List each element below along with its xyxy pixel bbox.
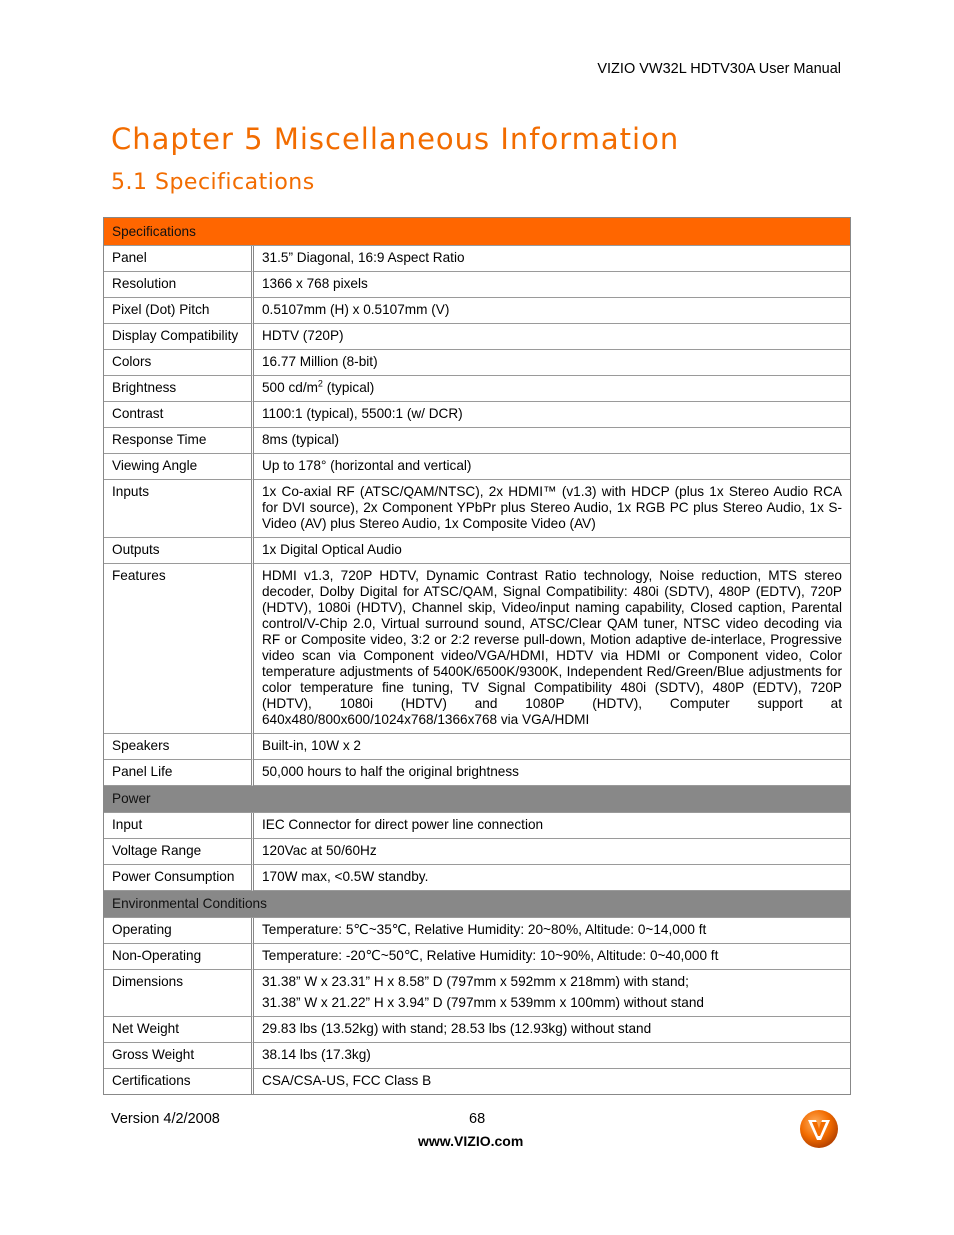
spec-value xyxy=(254,734,850,760)
spec-value xyxy=(254,1017,850,1043)
spec-value-text: Built-in, 10W x 2 xyxy=(262,738,361,753)
spec-value xyxy=(254,1069,850,1094)
table-row xyxy=(104,272,850,298)
spec-value-text: HDMI v1.3, 720P HDTV, Dynamic Contrast Ratio technology, Noise reduction, MTS stereo decoder, Dolby Digital for ATSC/QAM, Signal Compatibility: 480i (SDTV), 480P (EDTV), 720P (HDTV), 1080i (HDTV), Channel skip, Video/input naming capability, Closed caption, Parental control/V-Chip 2.0, Virtual surround sound, ATSC/Clear QAM tuner, NTSC video decoding via RF or Composite video, 3:2 or 2:2 reverse pull-down, Motion adaptive de-interlace, Progressive video scan via Component video/VGA/HDMI, HDTV via HDMI or Component video, Color temperature adjustments of 5400K/6500K/9300K, Independent Red/Green/Blue adjustments for color temperature fine tuning, TV Signal Compatibility 480i (SDTV), 480P (EDTV), 720P (HDTV), 1080i (HDTV) and 1080P (HDTV), Computer support at 640x480/800x600/1024x768/1366x768 via VGA/HDMI xyxy=(262,568,842,727)
table-row xyxy=(104,970,850,1017)
spec-value-text: HDTV (720P) xyxy=(262,328,344,343)
spec-label: Resolution xyxy=(104,272,254,298)
table-row xyxy=(104,734,850,760)
chapter-title: Chapter 5 Miscellaneous Information xyxy=(111,122,680,156)
spec-value xyxy=(254,350,850,376)
spec-value-text: 1366 x 768 pixels xyxy=(262,276,368,291)
table-row xyxy=(104,538,850,564)
table-row xyxy=(104,402,850,428)
spec-value xyxy=(254,376,850,402)
spec-value xyxy=(254,298,850,324)
spec-value-text: 31.5” Diagonal, 16:9 Aspect Ratio xyxy=(262,250,465,265)
spec-value xyxy=(254,402,850,428)
spec-value-text: 500 cd/m xyxy=(262,380,318,395)
section-heading: Specifications xyxy=(104,218,850,246)
table-row xyxy=(104,376,850,402)
spec-label: Gross Weight xyxy=(104,1043,254,1069)
table-section-header xyxy=(104,218,850,246)
table-row xyxy=(104,298,850,324)
table-row xyxy=(104,564,850,734)
table-section-header xyxy=(104,891,850,918)
spec-value-text: IEC Connector for direct power line connection xyxy=(262,817,544,832)
spec-value-text: Up to 178° (horizontal and vertical) xyxy=(262,458,472,473)
table-row xyxy=(104,813,850,839)
spec-value-text: 1x Digital Optical Audio xyxy=(262,542,402,557)
spec-label: Speakers xyxy=(104,734,254,760)
table-row xyxy=(104,454,850,480)
spec-value xyxy=(254,839,850,865)
footer-url: www.VIZIO.com xyxy=(418,1133,524,1149)
spec-label: Operating xyxy=(104,918,254,944)
footer-version: Version 4/2/2008 xyxy=(111,1111,220,1127)
spec-value-text: Temperature: 5℃~35℃, Relative Humidity: 20~80%, Altitude: 0~14,000 ft xyxy=(262,922,707,937)
spec-label: Response Time xyxy=(104,428,254,454)
spec-value-text: 170W max, <0.5W standby. xyxy=(262,869,429,884)
spec-value xyxy=(254,324,850,350)
spec-value xyxy=(254,944,850,970)
spec-label: Pixel (Dot) Pitch xyxy=(104,298,254,324)
spec-value xyxy=(254,272,850,298)
section-title: 5.1 Specifications xyxy=(111,170,315,195)
document-header-title: VIZIO VW32L HDTV30A User Manual xyxy=(597,61,841,77)
spec-label: Features xyxy=(104,564,254,734)
spec-label: Contrast xyxy=(104,402,254,428)
specifications-table xyxy=(103,217,851,1095)
spec-value xyxy=(254,480,850,538)
spec-label: Voltage Range xyxy=(104,839,254,865)
spec-value xyxy=(254,760,850,786)
table-row xyxy=(104,839,850,865)
vizio-v-logo-icon xyxy=(799,1109,839,1149)
spec-label: Non-Operating xyxy=(104,944,254,970)
table-row xyxy=(104,918,850,944)
spec-label: Certifications xyxy=(104,1069,254,1094)
spec-value xyxy=(254,246,850,272)
spec-value xyxy=(254,564,850,734)
table-row xyxy=(104,480,850,538)
spec-value xyxy=(254,970,850,1017)
spec-value-text: 1x Co-axial RF (ATSC/QAM/NTSC), 2x HDMI™ (v1.3) with HDCP (plus 1x Stereo Audio RCA for DVI source), 2x Component YPbPr plus Stereo Audio, 1x RGB PC plus Stereo Audio, 1x S-Video (AV) plus Stereo Audio, 1x Composite Video (AV) xyxy=(262,484,842,531)
table-row xyxy=(104,865,850,891)
section-heading: Power xyxy=(104,786,850,813)
spec-label: Brightness xyxy=(104,376,254,402)
spec-value-second-line: 31.38” W x 21.22” H x 3.94” D (797mm x 539mm x 100mm) without stand xyxy=(262,995,704,1010)
spec-label: Inputs xyxy=(104,480,254,538)
section-heading: Environmental Conditions xyxy=(104,891,850,918)
table-row xyxy=(104,1017,850,1043)
spec-value-text: 0.5107mm (H) x 0.5107mm (V) xyxy=(262,302,450,317)
spec-label: Display Compatibility xyxy=(104,324,254,350)
table-row xyxy=(104,428,850,454)
spec-value-text: Temperature: -20℃~50℃, Relative Humidity: 10~90%, Altitude: 0~40,000 ft xyxy=(262,948,719,963)
spec-value-text: 1100:1 (typical), 5500:1 (w/ DCR) xyxy=(262,406,463,421)
spec-value-text: 31.38” W x 23.31” H x 8.58” D (797mm x 592mm x 218mm) with stand; xyxy=(262,974,689,989)
spec-label: Net Weight xyxy=(104,1017,254,1043)
spec-value xyxy=(254,1043,850,1069)
spec-label: Panel Life xyxy=(104,760,254,786)
table-row xyxy=(104,324,850,350)
spec-label: Power Consumption xyxy=(104,865,254,891)
spec-value-text: 50,000 hours to half the original brightness xyxy=(262,764,519,779)
spec-value-text: 8ms (typical) xyxy=(262,432,340,447)
spec-value-text: CSA/CSA-US, FCC Class B xyxy=(262,1073,432,1088)
spec-value-text: 38.14 lbs (17.3kg) xyxy=(262,1047,371,1062)
spec-value xyxy=(254,813,850,839)
spec-value-text: 16.77 Million (8-bit) xyxy=(262,354,378,369)
table-row xyxy=(104,760,850,786)
spec-value xyxy=(254,918,850,944)
table-row xyxy=(104,1043,850,1069)
spec-value xyxy=(254,428,850,454)
spec-value xyxy=(254,454,850,480)
spec-value-text: 29.83 lbs (13.52kg) with stand; 28.53 lbs (12.93kg) without stand xyxy=(262,1021,652,1036)
table-row xyxy=(104,246,850,272)
spec-value xyxy=(254,865,850,891)
table-section-header xyxy=(104,786,850,813)
spec-value-suffix: (typical) xyxy=(322,380,375,395)
spec-value-text: 120Vac at 50/60Hz xyxy=(262,843,377,858)
table-row xyxy=(104,944,850,970)
spec-label: Viewing Angle xyxy=(104,454,254,480)
spec-label: Colors xyxy=(104,350,254,376)
superscript: 2 xyxy=(317,378,323,389)
spec-label: Panel xyxy=(104,246,254,272)
table-row xyxy=(104,350,850,376)
spec-label: Outputs xyxy=(104,538,254,564)
table-row xyxy=(104,1069,850,1094)
spec-value xyxy=(254,538,850,564)
page-number: 68 xyxy=(469,1111,486,1127)
spec-label: Dimensions xyxy=(104,970,254,1017)
spec-label: Input xyxy=(104,813,254,839)
